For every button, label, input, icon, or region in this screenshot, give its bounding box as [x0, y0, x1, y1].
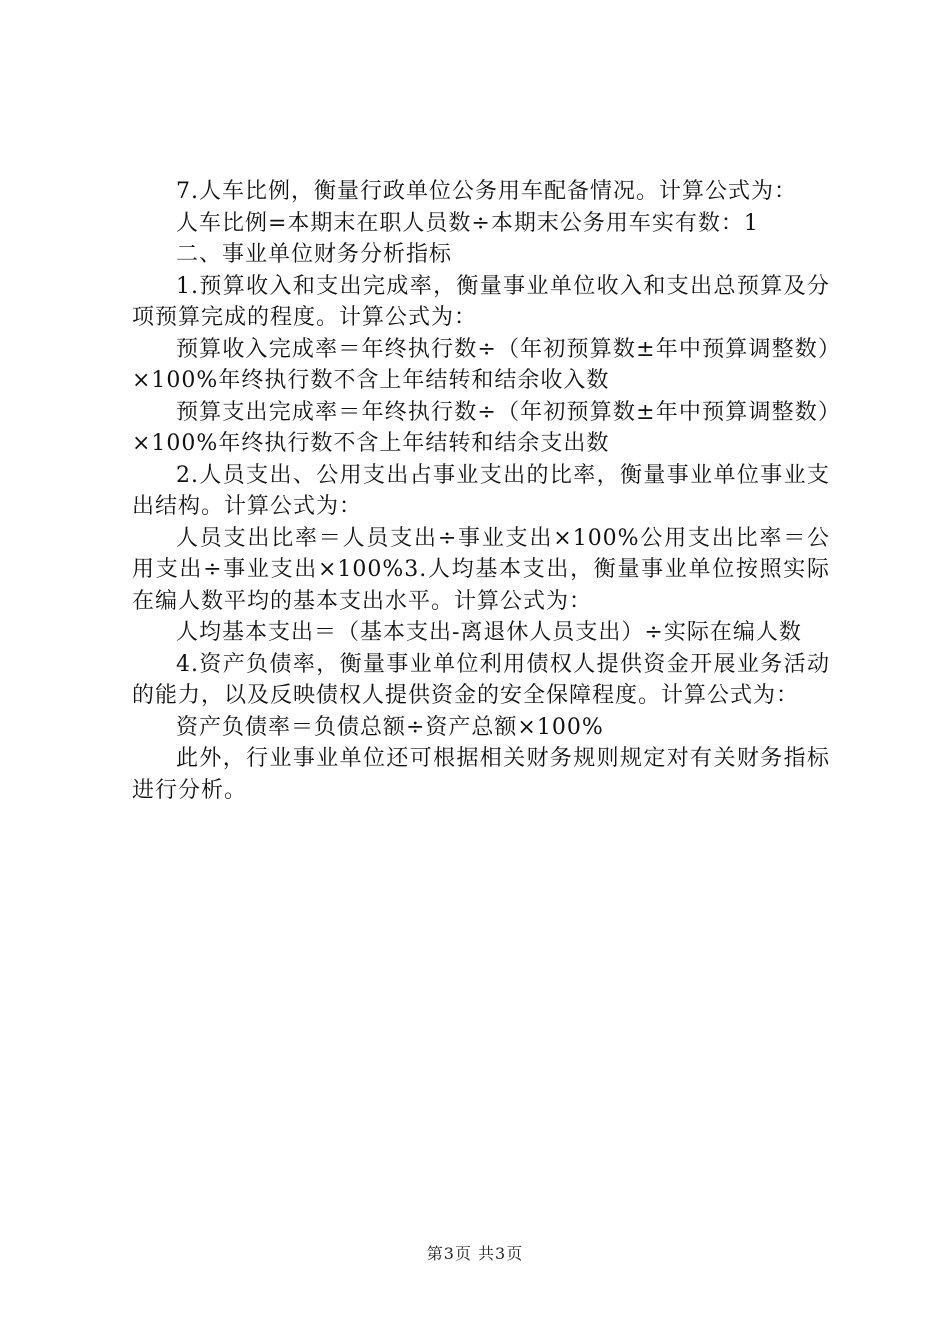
paragraph-debt-ratio-formula: 资产负债率＝负债总额÷资产总额×100%	[176, 714, 604, 740]
paragraph-expense-completion-formula: 预算支出完成率＝年终执行数÷（年初预算数±年中预算调整数）×100%年终执行数不含上年结转和结余支出数	[132, 399, 830, 456]
page-number-footer: 第3页 共3页	[426, 1244, 524, 1263]
paragraph-income-completion-formula: 预算收入完成率＝年终执行数÷（年初预算数±年中预算调整数）×100%年终执行数不含上年结转和结余收入数	[132, 336, 830, 393]
paragraph-budget-completion: 1.预算收入和支出完成率，衡量事业单位收入和支出总预算及分项预算完成的程度。计算公式为：	[132, 273, 830, 330]
paragraph-section-heading: 二、事业单位财务分析指标	[176, 242, 453, 267]
document-body	[132, 176, 830, 806]
paragraph-per-capita-formula: 人均基本支出＝（基本支出-离退休人员支出）÷实际在编人数	[176, 620, 802, 645]
paragraph-closing-note: 此外，行业事业单位还可根据相关财务规则规定对有关财务指标进行分析。	[132, 746, 830, 803]
paragraph-car-ratio-heading: 7.人车比例，衡量行政单位公务用车配备情况。计算公式为：	[176, 179, 797, 204]
paragraph-debt-ratio: 4.资产负债率，衡量事业单位利用债权人提供资金开展业务活动的能力，以及反映债权人提供资金的安全保障程度。计算公式为：	[132, 651, 830, 708]
paragraph-car-ratio-formula: 人车比例=本期末在职人员数÷本期末公务用车实有数：1	[176, 210, 759, 236]
paragraph-expenditure-ratio: 2.人员支出、公用支出占事业支出的比率，衡量事业单位事业支出结构。计算公式为：	[132, 462, 830, 519]
paragraph-expenditure-ratio-formula: 人员支出比率＝人员支出÷事业支出×100%公用支出比率＝公用支出÷事业支出×100%3.人均基本支出，衡量事业单位按照实际在编人数平均的基本支出水平。计算公式为：	[132, 525, 830, 614]
